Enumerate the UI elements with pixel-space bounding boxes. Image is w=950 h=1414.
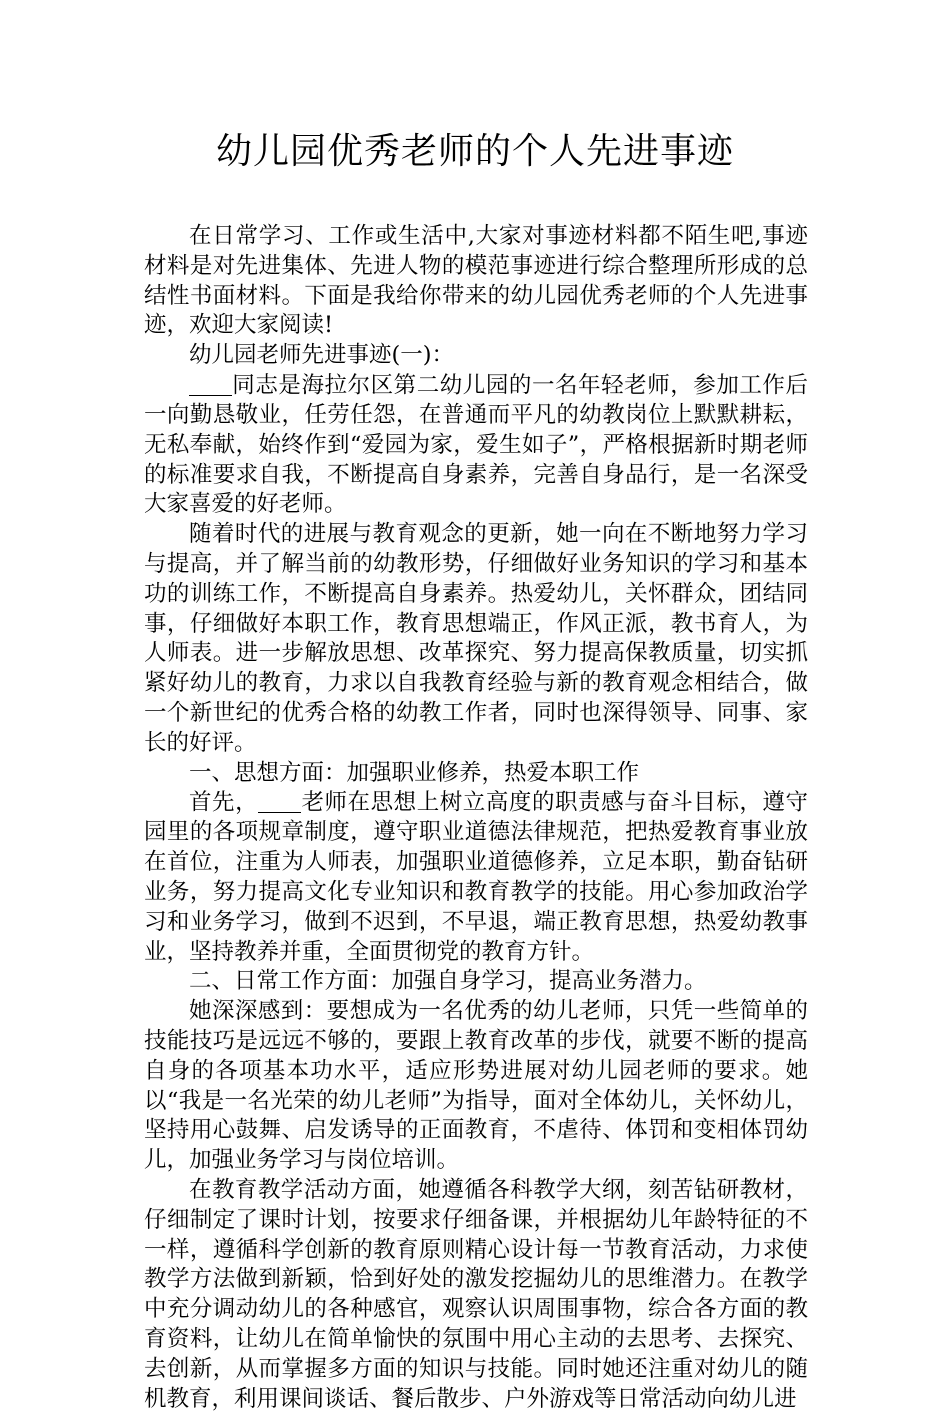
paragraph-first-text: 老师在思想上树立高度的职责感与奋斗目标，遵守园里的各项规章制度，遵守职业道德法律规范，把热爱教育事业放在首位，注重为人师表，加强职业道德修养，立足本职，勤奋钻研业务，努力提高文化专业知识和教育教学的技能。用心参加政治学习和业务学习，做到不迟到，不早退，端正教育思想，热爱幼教事业，坚持教养并重，全面贯彻党的教育方针。 <box>144 789 808 965</box>
document-body <box>144 222 808 1414</box>
paragraph-deep-feeling: 她深深感到：要想成为一名优秀的幼儿老师，只凭一些简单的技能技巧是远远不够的，要跟上教育改革的步伐，就要不断的提高自身的各项基本功水平，适应形势进展对幼儿园老师的要求。她以“我是一名光荣的幼儿老师”为指导，面对全体幼儿，关怀幼儿，坚持用心鼓舞、启发诱导的正面教育，不虐待、体罚和变相体罚幼儿，加强业务学习与岗位培训。 <box>144 998 808 1174</box>
paragraph-intro: 在日常学习、工作或生活中,大家对事迹材料都不陌生吧,事迹材料是对先进集体、先进人物的模范事迹进行综合整理所形成的总结性书面材料。下面是我给你带来的幼儿园优秀老师的个人先进事迹，欢迎大家阅读! <box>144 223 808 339</box>
name-blank <box>258 788 301 813</box>
paragraph-development: 随着时代的进展与教育观念的更新，她一向在不断地努力学习与提高，并了解当前的幼教形势，仔细做好业务知识的学习和基本功的训练工作，不断提高自身素养。热爱幼儿，关怀群众，团结同事，仔细做好本职工作，教育思想端正，作风正派，教书育人，为人师表。进一步解放思想、改革探究、努力提高保教质量，切实抓紧好幼儿的教育，力求以自我教育经验与新的教育观念相结合，做一个新世纪的优秀合格的幼教工作者，同时也深得领导、同事、家长的好评。 <box>144 521 808 756</box>
paragraph-teaching-activities: 在教育教学活动方面，她遵循各科教学大纲，刻苦钻研教材，仔细制定了课时计划，按要求仔细备课，并根据幼儿年龄特征的不一样，遵循科学创新的教育原则精心设计每一节教育活动，力求使教学方法做到新颖，恰到好处的激发挖掘幼儿的思维潜力。在教学中充分调动幼儿的各种感官，观察认识周围事物，综合各方面的教育资料，让幼儿在简单愉快的氛围中用心主动的去思考、去探究、去创新，从而掌握多方面的知识与技能。同时她还注重对幼儿的随机教育，利用课间谈话、餐后散步、户外游戏等日常活动向幼儿进 <box>144 1177 808 1412</box>
paragraph-teacher-intro <box>144 371 808 520</box>
name-blank <box>189 371 232 396</box>
paragraph-first <box>144 788 808 967</box>
paragraph-heading-thought: 一、思想方面：加强职业修养，热爱本职工作 <box>189 759 640 786</box>
paragraph-heading-daily-work: 二、日常工作方面：加强自身学习，提高业务潜力。 <box>189 968 707 995</box>
paragraph-first-prefix: 首先， <box>189 789 259 816</box>
paragraph-teacher-intro-text: 同志是海拉尔区第二幼儿园的一名年轻老师，参加工作后一向勤恳敬业，任劳任怨，在普通而平凡的幼教岗位上默默耕耘，无私奉献，始终作到“爱园为家，爱生如子”，严格根据新时期老师的标准要求自我，不断提高自身素养，完善自身品行，是一名深受大家喜爱的好老师。 <box>144 372 808 518</box>
paragraph-section-heading: 幼儿园老师先进事迹(一)： <box>189 342 455 369</box>
document-title: 幼儿园优秀老师的个人先进事迹 <box>215 131 734 172</box>
